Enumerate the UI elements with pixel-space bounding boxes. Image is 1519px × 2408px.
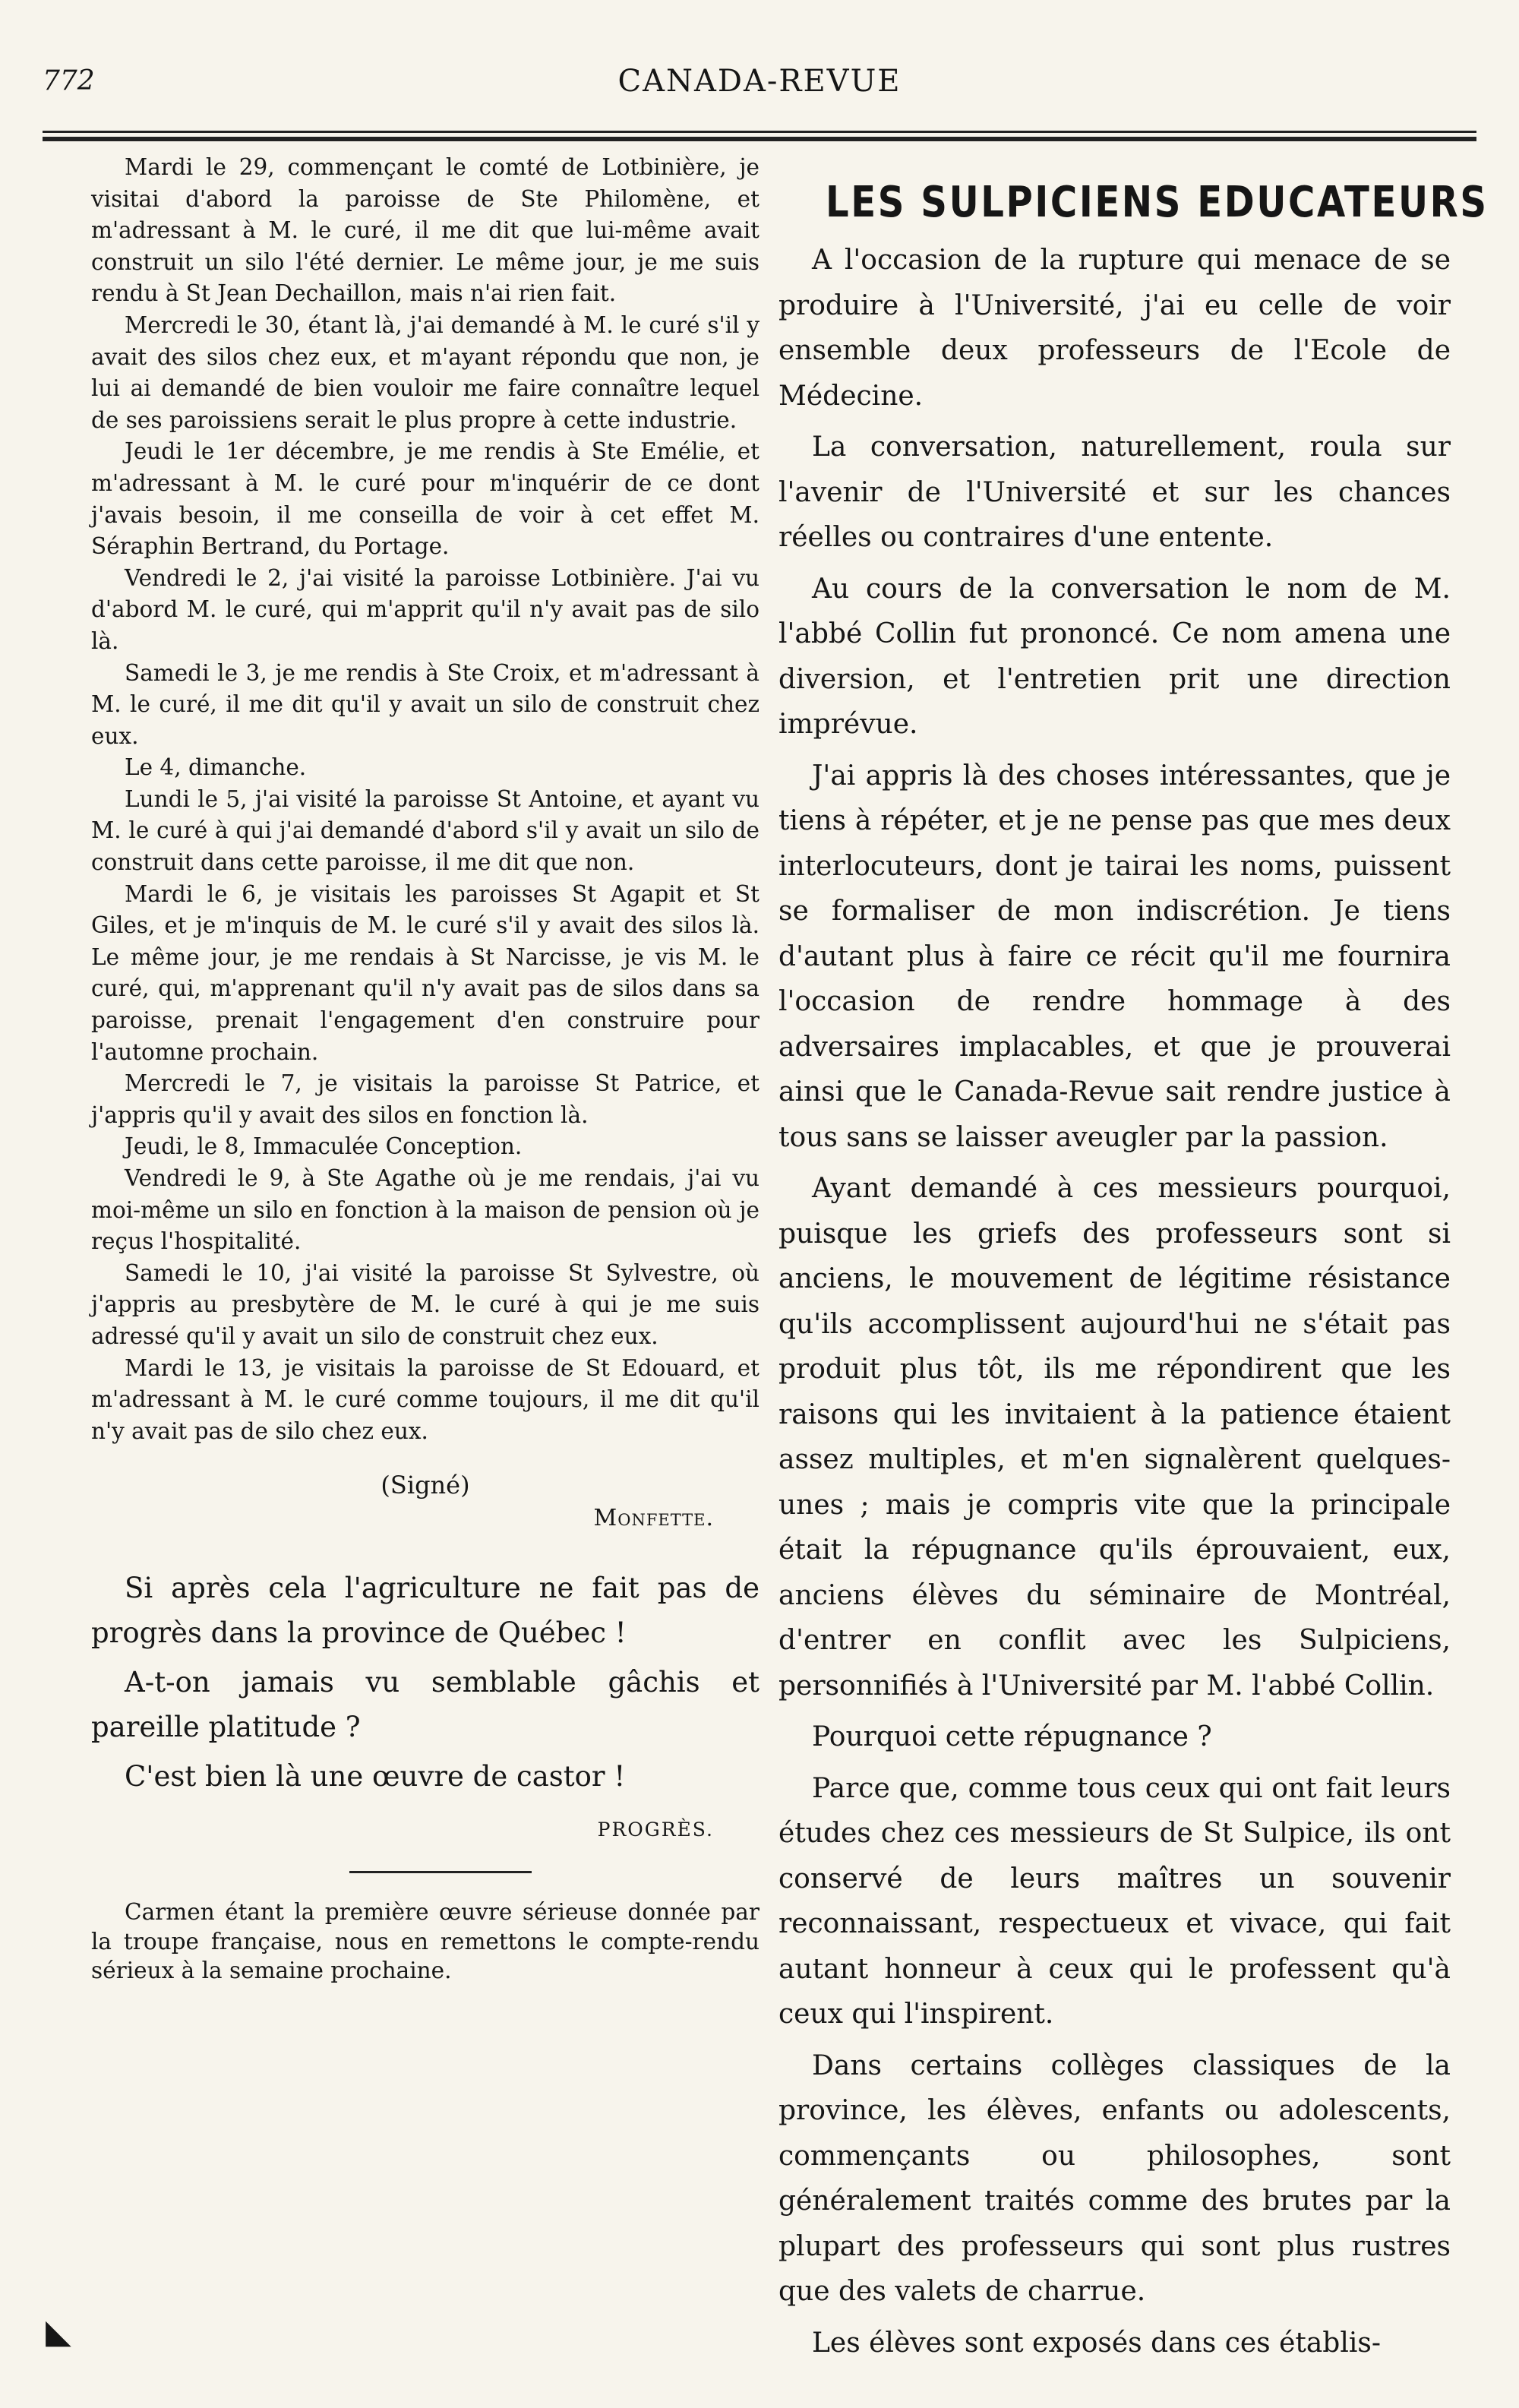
diary-entry: Jeudi le 1er décembre, je me rendis à Ste Emélie, et m'adressant à M. le curé pour m'inquérir de ce dont j'avais besoin, il me conseilla de voir à cet effet M. Séraphin Bertrand, du Portage. [91,438,760,560]
diary-entry: Samedi le 3, je me rendis à Ste Croix, et m'adressant à M. le curé, il me dit qu'il y avait un silo de construit chez eux. [91,659,760,749]
comment-source: PROGRÈS. [597,1819,714,1841]
diary-entry: Vendredi le 2, j'ai visité la paroisse Lotbinière. J'ai vu d'abord M. le curé, qui m'apprit qu'il n'y avait pas de silo là. [91,564,760,654]
signed-label: (Signé) [381,1471,470,1500]
diary-entry: Jeudi, le 8, Immaculée Conception. [125,1133,523,1160]
header-rule-thick [43,137,1476,141]
diary-entry: Mardi le 29, commençant le comté de Lotbinière, je visitai d'abord la paroisse de Ste Philomène, et m'adressant à M. le curé, il me dit que lui-même avait construit un silo l'été dernier. Le même jour, je me suis rendu à St Jean Dechaillon, mais n'ai rien fait. [91,154,760,307]
diary-entry: Vendredi le 9, à Ste Agathe où je me rendais, j'ai vu moi-même un silo en fonction à la maison de pension où je reçus l'hospitalité. [91,1165,760,1255]
section-divider [349,1871,532,1873]
signature: Monfette. [593,1505,714,1532]
header-rule-thin [43,131,1476,133]
diary-entry: Samedi le 10, j'ai visité la paroisse St Sylvestre, où j'appris au presbytère de M. le curé à qui je me suis adressé qu'il y avait un silo de construit chez eux. [91,1259,760,1349]
diary-entry: Mardi le 6, je visitais les paroisses St Agapit et St Giles, et je m'inquis de M. le curé s'il y avait des silos là. Le même jour, je me rendais à St Narcisse, je vis M. le curé, qui, m'apprenant qu'il n'y avait pas de silos dans sa paroisse, prenait l'engagement d'en construire pour l'automne prochain. [91,880,760,1065]
diary-entry: Mercredi le 30, étant là, j'ai demandé à M. le curé s'il y avait des silos chez eux, et m'ayant répondu que non, je lui ai demandé de bien vouloir me faire connaître lequel de ses paroissiens serait le plus propre à cette industrie. [91,311,760,433]
running-title: CANADA-REVUE [617,64,902,99]
page-number: 772 [43,65,95,96]
diary-entry: Mardi le 13, je visitais la paroisse de St Edouard, et m'adressant à M. le curé comme toujours, il me dit qu'il n'y avait pas de silo chez eux. [91,1354,760,1444]
article-paragraph: J'ai appris là des choses intéressantes, que je tiens à répéter, et je ne pense pas que mes deux interlocuteurs, dont je tairai les noms, puissent se formaliser de mon indiscrétion. Je tiens d'autant plus à faire ce récit qu'il me fournira l'occasion de rendre hommage à des adversaires implacables, et que je prouverai ainsi que le Canada-Revue sait rendre justice à tous sans se laisser aveugler par la passion. [778,760,1451,1153]
comment-paragraph: A-t-on jamais vu semblable gâchis et pareille platitude ? [91,1666,760,1744]
article-paragraph: A l'occasion de la rupture qui menace de se produire à l'Université, j'ai eu celle de voir ensemble deux professeurs de l'Ecole de Médecine. [778,245,1451,412]
editorial-comment [91,1566,760,1799]
article-paragraph: La conversation, naturellement, roula sur l'avenir de l'Université et sur les chances réelles ou contraires d'une entente. [778,431,1451,553]
diary-entry: Mercredi le 7, je visitais la paroisse St Patrice, et j'appris qu'il y avait des silos en fonction là. [91,1070,760,1128]
note-paragraph: Carmen étant la première œuvre sérieuse donnée par la troupe française, nous en remettons le compte-rendu sérieux à la semaine prochaine. [91,1899,760,1984]
diary-entry: Le 4, dimanche. [125,754,307,781]
right-column [778,167,1489,2372]
article-paragraph: Pourquoi cette répugnance ? [812,1721,1212,1752]
article-paragraph: Parce que, comme tous ceux qui ont fait leurs études chez ces messieurs de St Sulpice, ils ont conservé de leurs maîtres un souvenir reconnaissant, respectueux et vivace, qui fait autant honneur à ceux qui le professent qu'à ceux qui l'inspirent. [778,1772,1451,2030]
article-paragraph: Les élèves sont exposés dans ces établis- [812,2327,1382,2359]
left-column [91,152,760,1986]
article-paragraph: Au cours de la conversation le nom de M. l'abbé Collin fut prononcé. Ce nom amena une diversion, et l'entretien prit une direction imprévue. [778,573,1451,740]
article-paragraph: Ayant demandé à ces messieurs pourquoi, puisque les griefs des professeurs sont si anciens, le mouvement de légitime résistance qu'ils accomplissent aujourd'hui ne s'était pas produit plus tôt, ils me répondirent que les raisons qui les invitaient à la patience étaient assez multiples, et m'en signalèrent quelques-unes ; mais je compris vite que la principale était la répugnance qu'ils éprouvaient, eux, anciens élèves du séminaire de Montréal, d'entrer en conflit avec les Sulpiciens, personnifiés à l'Université par M. l'abbé Collin. [778,1173,1451,1702]
article-paragraph: Dans certains collèges classiques de la province, les élèves, enfants ou adolescents, commençants ou philosophes, sont généralement traités comme des brutes par la plupart des professeurs qui sont plus rustres que des valets de charrue. [778,2049,1451,2307]
corner-mark-icon: ◣ [46,2312,71,2351]
diary-entry: Lundi le 5, j'ai visité la paroisse St Antoine, et ayant vu M. le curé à qui j'ai demandé d'abord s'il y avait un silo de construit dans cette paroisse, il me dit que non. [91,785,760,876]
carmen-note [91,1898,760,1986]
article-headline: LES SULPICIENS EDUCATEURS [825,178,1489,227]
comment-paragraph: Si après cela l'agriculture ne fait pas de progrès dans la province de Québec ! [91,1572,760,1650]
comment-paragraph: C'est bien là une œuvre de castor ! [125,1760,626,1793]
